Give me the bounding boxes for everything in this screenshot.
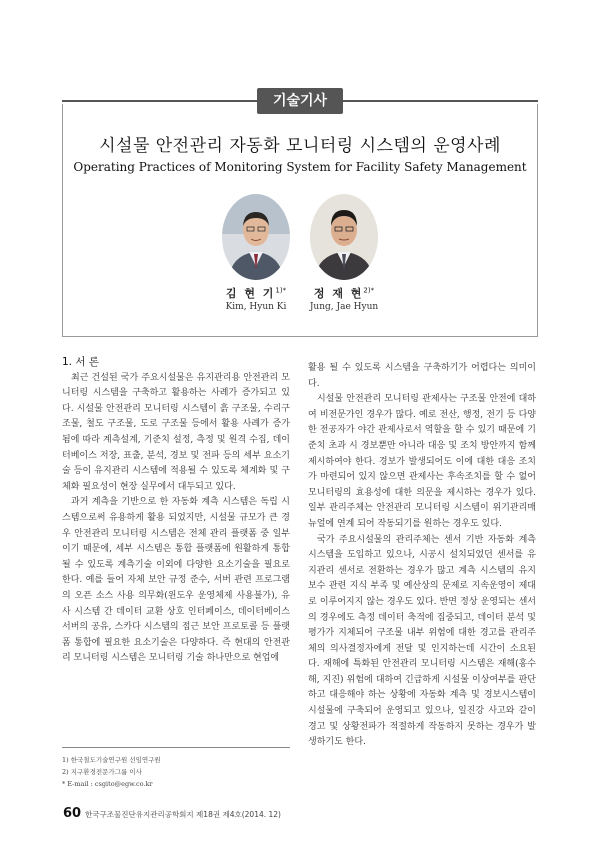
body-column-left bbox=[62, 355, 290, 667]
title-english: Operating Practices of Monitoring System for Facility Safety Management bbox=[73, 160, 527, 174]
author-name-ko-2: 정 재 현$^{2)*}$ bbox=[313, 286, 375, 300]
paragraph: 과거 계측을 기반으로 한 자동화 계측 시스템은 독립 시스템으로써 유용하게 활용 되었지만, 시설물 규모가 큰 경우 안전관리 모니터링 시스템은 전체 관리 플랫폼 중 일부이기 때문에, 세부 시스템은 통합 플랫폼에 원활하게 통합될 수 있도록 계측기술 이외에 다양한 요소기술을 필요로 한다. 예를 들어 자체 보안 규정 준수, 서버 관련 프로그램의 오픈 소스 사용 의무화(윈도우 운영체제 사용불가), 유사 시스템 간 데이터 교환 상호 인터페이스, 데이터베이스 서버의 공유, 스카다 시스템의 접근 보안 프로토콜 등 플랫폼 통합에 필요한 요소기술은 다양하다. 즉 현대의 안전관리 모니터링 시스템은 모니터링 기술 하나만으로 현업에 bbox=[62, 497, 290, 664]
category-tab: 기술기사 bbox=[257, 88, 343, 114]
footnote-rule bbox=[62, 747, 290, 748]
paragraph: 시설물 안전관리 모니터링 관제사는 구조물 안전에 대하여 비전문가인 경우가 많다. 예로 전산, 행정, 전기 등 다양한 전공자가 야간 관제사로서 역할을 할 수 있기 때문에 기준치 초과 시 경보뿐만 아니라 대응 및 조치 방안까지 함께 제시하여야 한다. 경보가 발생되어도 이에 대한 대응 조치가 마련되어 있지 않으면 관제사는 후속조치를 할 수 없어 모니터링의 효용성에 대한 의문을 제시하는 경우가 있다. 일부 관리주체는 안전관리 모니터링 시스템이 위기관리매뉴얼에 연계 되어 작동되기를 원하는 경우도 있다. bbox=[308, 394, 536, 529]
author-name-en-2: Jung, Jae Hyun bbox=[309, 302, 379, 312]
journal-citation: 한국구조물진단유지관리공학회지 제18권 제4호(2014. 12) bbox=[85, 810, 281, 819]
author-photo-jung bbox=[310, 194, 378, 280]
author-name-ko-1: 김 현 기$^{1)*}$ bbox=[225, 286, 287, 300]
body-column-right bbox=[308, 361, 536, 751]
page-number: 60 bbox=[63, 806, 82, 821]
footnotes bbox=[62, 754, 290, 790]
author-name-en-1: Kim, Hyun Ki bbox=[225, 302, 287, 312]
author-photo-kim bbox=[222, 194, 290, 280]
title-korean: 시설물 안전관리 자동화 모니터링 시스템의 운영사례 bbox=[99, 136, 501, 156]
paragraph: 국가 주요시설물의 관리주체는 센서 기반 자동화 계측 시스템을 도입하고 있으나, 시공시 설치되었던 센서를 유지관리 센서로 전환하는 경우가 많고 계측 시스템의 유지보수 관련 지식 부족 및 예산상의 문제로 지속운영이 제대로 이루어지지 않는 경우도 있다. 반면 정상 운영되는 센서의 경우에도 측정 데이터 축적에 집중되고, 데이터 분석 및 평가가 지체되어 구조물 내부 위험에 대한 경고를 관리주체의 의사결정자에게 전달 및 인지하는데 시간이 소요된다. 재해에 특화된 안전관리 모니터링 시스템은 재해(홍수해, 지진) 위험에 대하여 긴급하게 시설물 이상여부를 판단하고 대응해야 하는 상황에 자동화 계측 및 경보시스템이 시설물에 구축되어 운영되고 있으나, 일진강 사고와 같이 경고 및 상황전파가 적절하게 작동하지 못하는 경우가 발생하기도 한다. bbox=[308, 534, 536, 748]
footnote: 2) 지구환경전문가그룹 이사 bbox=[62, 768, 142, 776]
paragraph: 활용 될 수 있도록 시스템을 구축하기가 어렵다는 의미이다. bbox=[308, 363, 536, 389]
section-title: 1. 서 론 bbox=[62, 356, 99, 368]
footnote: 1) 한국철도기술연구원 선임연구원 bbox=[62, 756, 161, 764]
footnote: * E-mail : csgito@egw.co.kr bbox=[62, 780, 153, 788]
paragraph: 최근 건설된 국가 주요시설물은 유지관리용 안전관리 모니터링 시스템을 구축하고 활용하는 사례가 증가되고 있다. 시설물 안전관리 모니터링 시스템이 흙 구조물, 수리구조물, 철도 구조물, 도로 구조물 등에서 활용 사례가 증가됨에 따라 계측설계, 기준치 설정, 측정 및 원격 수집, 데이터베이스 저장, 표출, 분석, 경보 및 전파 등의 세부 요소기술 등이 유지관리 시스템에 적용될 수 있도록 체계화 및 구체화 필요성이 현장 실무에서 대두되고 있다. bbox=[62, 372, 290, 492]
